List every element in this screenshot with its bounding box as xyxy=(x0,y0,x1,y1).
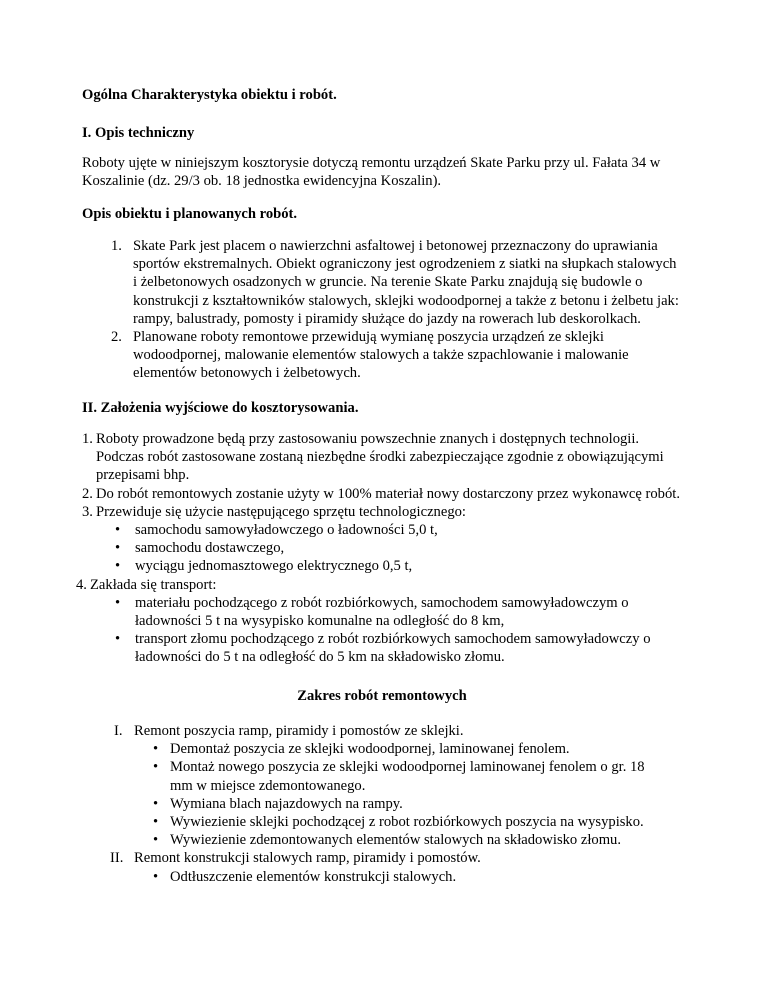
list-item xyxy=(115,557,682,575)
section-1-title: I. Opis techniczny xyxy=(82,125,195,141)
list-item xyxy=(153,795,650,813)
list-item-text: samochodu samowyładowczego o ładowności 5,0 t, xyxy=(135,522,438,539)
section-1-intro: Roboty ujęte w niniejszym kosztorysie dotyczą remontu urządzeń Skate Parku przy ul. Fałata 34 w Koszalinie (dz. 29/3 ob. 18 jednostka ewidencyjna Koszalin). xyxy=(82,155,661,190)
list-item xyxy=(76,576,682,594)
list-number: 2. xyxy=(82,485,93,502)
list-item xyxy=(115,630,675,666)
section-3-list xyxy=(106,722,686,886)
list-item xyxy=(153,868,650,886)
list-item-text: transport złomu pochodzącego z robót rozbiórkowych samochodem samowyładowczy o ładowności do 5 t na odległość do 5 km na składowisko złomu. xyxy=(135,631,651,666)
document-heading: Ogólna Charakterystyka obiektu i robót. xyxy=(82,87,337,103)
list-number: 3. xyxy=(82,503,93,520)
list-item-text: Odtłuszczenie elementów konstrukcji stalowych. xyxy=(170,868,457,885)
section-2-title: II. Założenia wyjściowe do kosztorysowania. xyxy=(82,400,359,416)
list-item xyxy=(111,328,683,383)
bullet-icon: • xyxy=(153,832,159,849)
list-item-text: Demontaż poszycia ze sklejki wodoodpornej, laminowanej fenolem. xyxy=(170,741,570,758)
list-item xyxy=(111,237,683,328)
list-item-text: materiału pochodzącego z robót rozbiórkowych, samochodem samowyładowczym o ładowności 5 t na wysypisko komunalne na odległość do 8 km, xyxy=(135,594,629,630)
section-3-title: Zakres robót remontowych xyxy=(297,688,467,704)
list-item-text: Roboty prowadzone będą przy zastosowaniu powszechnie znanych i dostępnych technologii. Podczas robót zastosowane zostaną niezbędne środki zabezpieczające zgodnie z obowiązującymi przepisami bhp. xyxy=(96,431,664,484)
equipment-list xyxy=(82,521,682,576)
section-1-subtitle: Opis obiektu i planowanych robót. xyxy=(82,206,298,222)
list-item-text: Wywiezienie sklejki pochodzącej z robot rozbiórkowych poszycia na wysypisko. xyxy=(170,814,644,831)
list-item-text: wyciągu jednomasztowego elektrycznego 0,5 t, xyxy=(135,558,413,575)
list-item-text: Do robót remontowych zostanie użyty w 100% materiał nowy dostarczony przez wykonawcę robót. xyxy=(96,485,680,502)
section-1-list xyxy=(111,237,683,383)
list-item-text: Wywiezienie zdemontowanych elementów stalowych na składowisko złomu. xyxy=(170,832,621,849)
list-number: 1. xyxy=(82,431,93,447)
bullet-icon: • xyxy=(115,631,121,648)
list-number: I. xyxy=(114,723,123,739)
list-item-text: Wymiana blach najazdowych na rampy. xyxy=(170,795,403,812)
list-number: 1. xyxy=(111,238,122,254)
list-item-text: samochodu dostawczego, xyxy=(135,540,285,557)
list-item xyxy=(106,849,686,867)
bullet-icon: • xyxy=(153,868,159,885)
list-item xyxy=(106,722,686,740)
list-item xyxy=(82,485,682,503)
list-item-text: Zakłada się transport: xyxy=(90,576,217,593)
list-item xyxy=(153,758,650,794)
list-item-text: Montaż nowego poszycia ze sklejki wodoodpornej laminowanej fenolem o gr. 18 mm w miejsce zdemontowanego. xyxy=(170,759,645,794)
bullet-icon: • xyxy=(153,741,159,758)
list-item xyxy=(153,740,650,758)
list-item xyxy=(82,503,682,521)
bullet-icon: • xyxy=(115,540,121,557)
transport-list xyxy=(82,594,675,667)
bullet-icon: • xyxy=(115,522,121,539)
list-item-text: Remont konstrukcji stalowych ramp, piramidy i pomostów. xyxy=(134,850,481,867)
scope-1-bullets xyxy=(106,740,650,849)
scope-2-bullets xyxy=(106,868,650,886)
list-item xyxy=(153,831,650,849)
list-number: 4. xyxy=(76,576,87,593)
list-number: 2. xyxy=(111,329,122,346)
list-item xyxy=(82,430,682,485)
list-item xyxy=(115,539,682,557)
bullet-icon: • xyxy=(115,594,121,611)
list-item-text: Planowane roboty remontowe przewidują wymianę poszycia urządzeń ze sklejki wodoodpornej, malowanie elementów stalowych a także szpachlowanie i malowanie elementów betonowych i żelbetowych. xyxy=(133,329,629,382)
list-item xyxy=(115,521,682,539)
bullet-icon: • xyxy=(153,759,159,776)
list-item-text: Remont poszycia ramp, piramidy i pomostów ze sklejki. xyxy=(134,723,464,739)
section-2-list xyxy=(76,430,682,667)
list-item-text: Przewiduje się użycie następującego sprzętu technologicznego: xyxy=(96,503,466,520)
list-item-text: Skate Park jest placem o nawierzchni asfaltowej i betonowej przeznaczony do uprawiania sportów ekstremalnych. Obiekt ograniczony jest ogrodzeniem z siatki na słupkach stalowych i żelbetonowych osadzonych w gruncie. Na terenie Skate Parku znajdują się budowle o konstrukcji z kształtowników stalowych, sklejki wodoodpornej a także z betonu i żelbetu jak: rampy, balustrady, pomosty i piramidy służące do jazdy na rowerach lub deskorolkach. xyxy=(133,238,679,327)
bullet-icon: • xyxy=(153,814,159,831)
list-number: II. xyxy=(110,850,124,867)
list-item xyxy=(153,813,650,831)
list-item xyxy=(115,594,675,630)
bullet-icon: • xyxy=(115,558,121,575)
bullet-icon: • xyxy=(153,795,159,812)
